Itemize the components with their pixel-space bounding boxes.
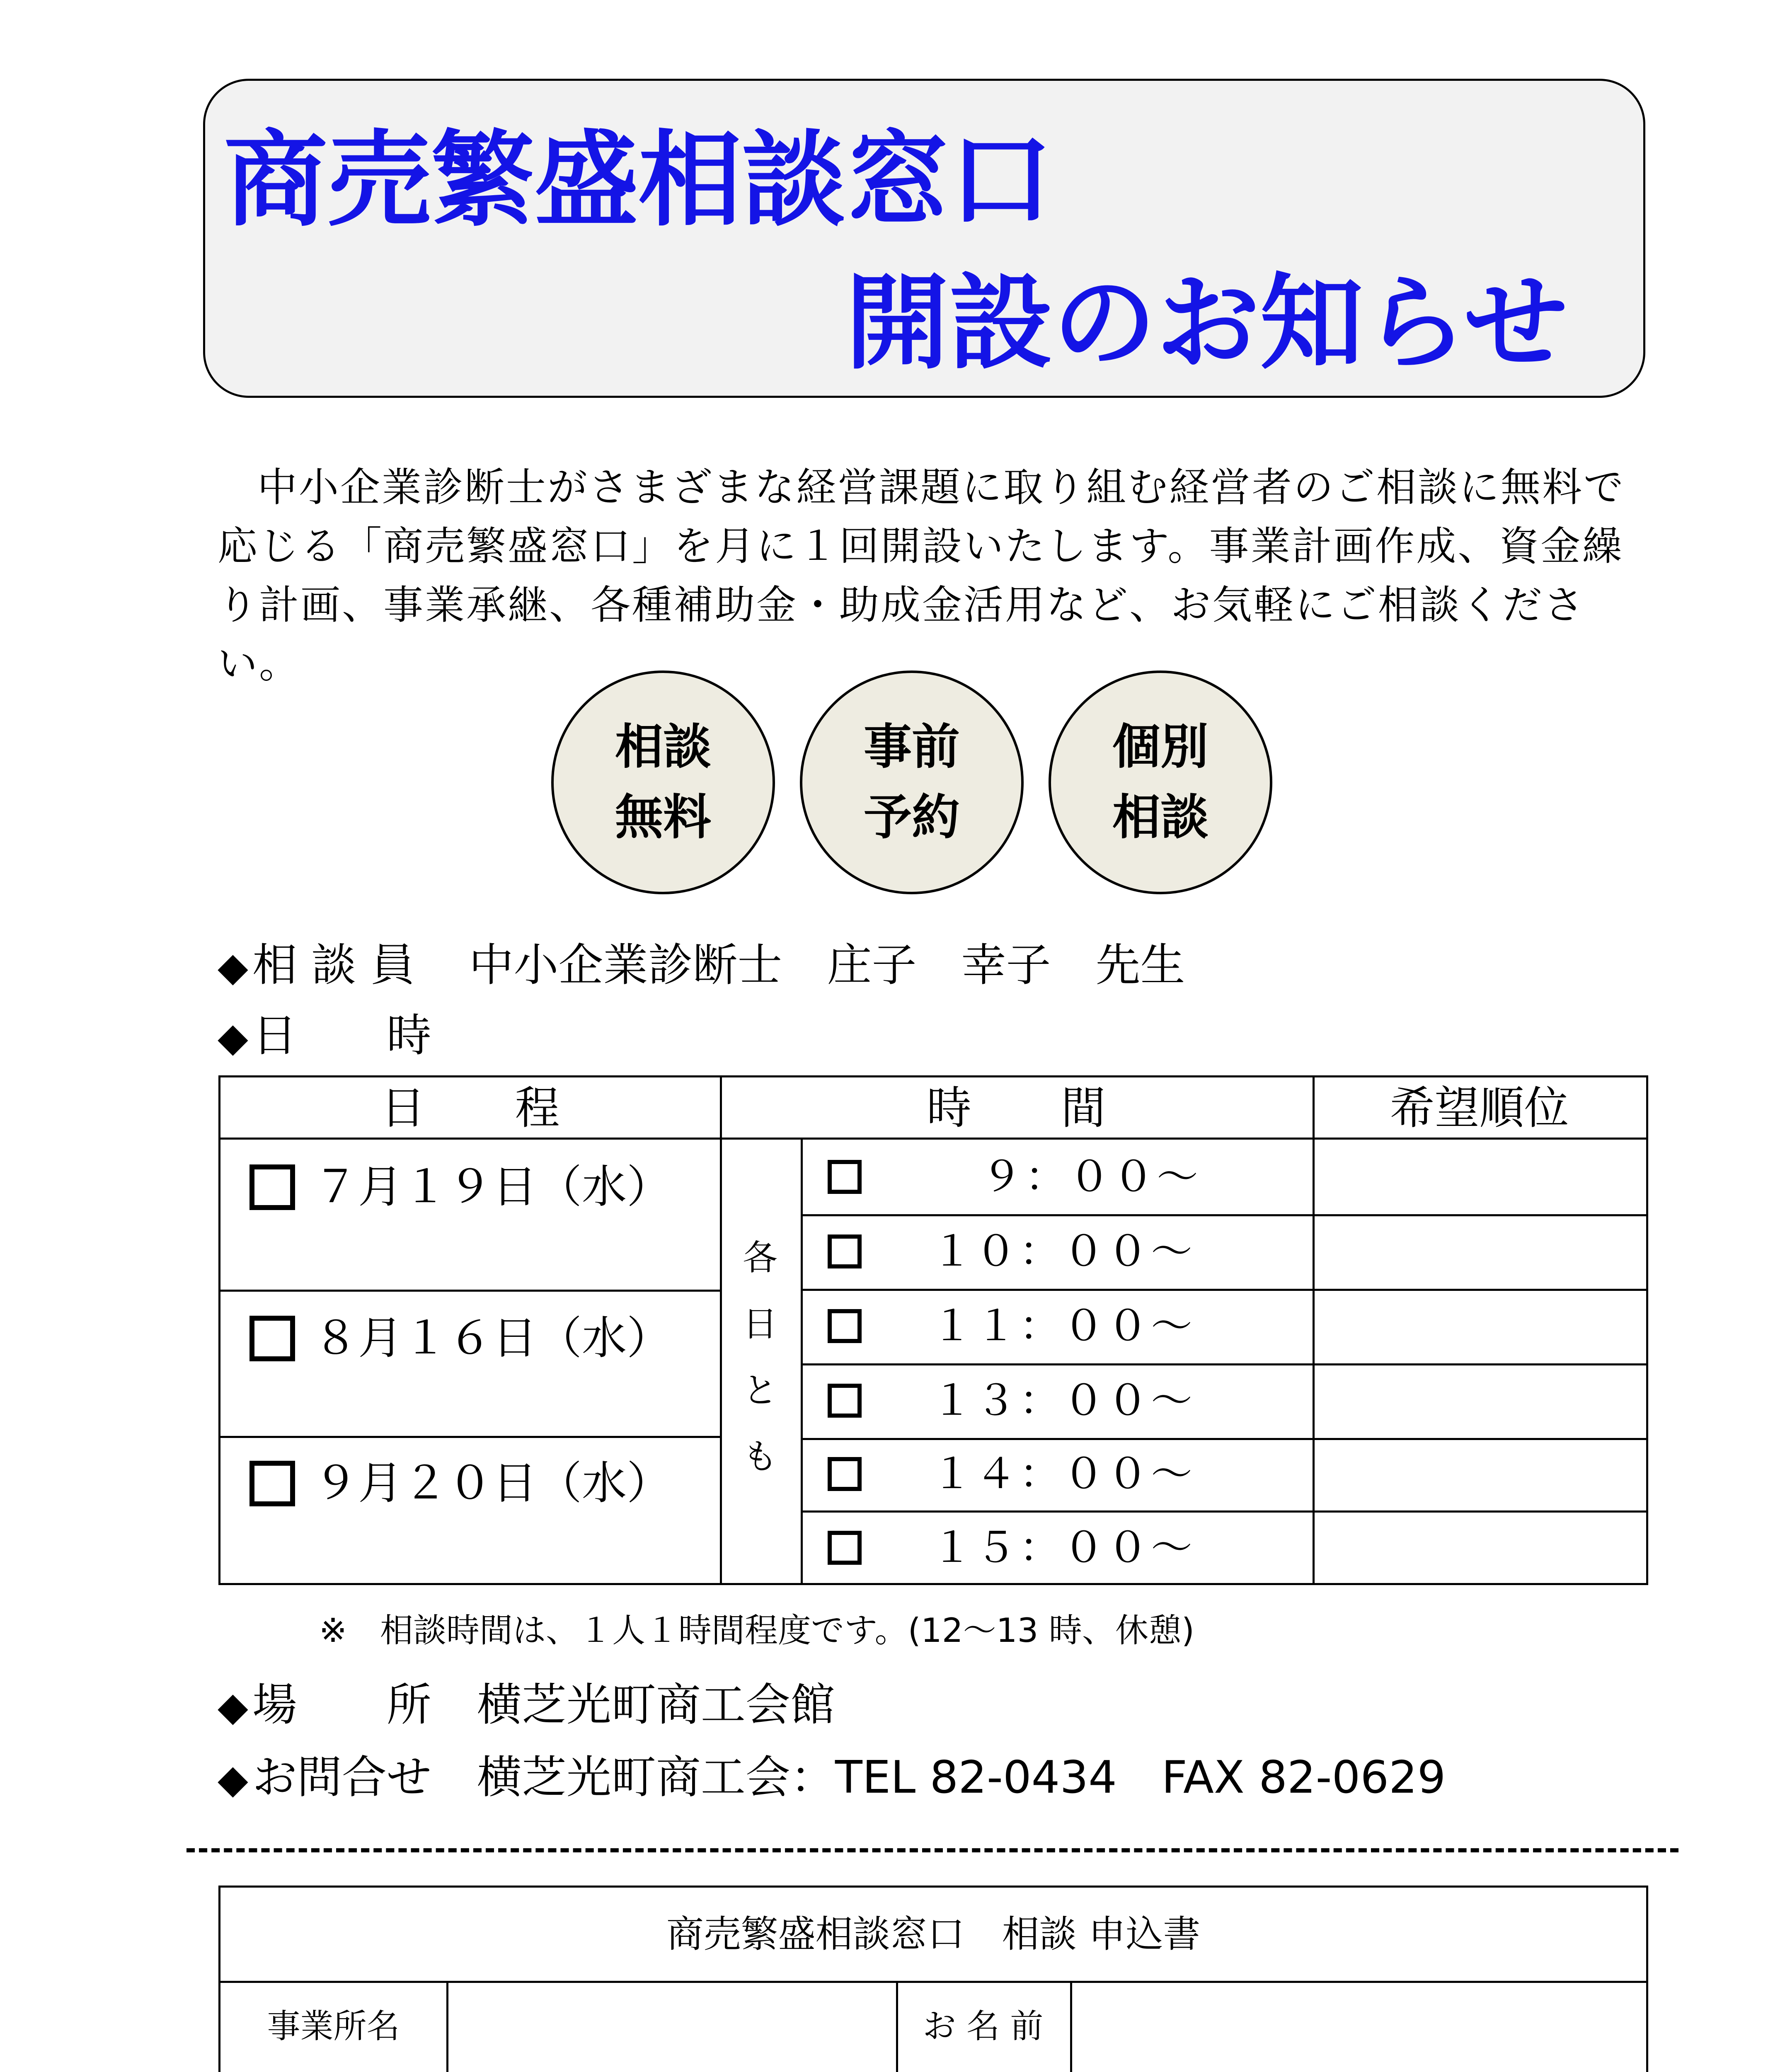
contact-line (218, 1747, 1446, 1810)
time-label: １５：００～ (931, 1523, 1195, 1572)
time-checkbox[interactable] (828, 1457, 862, 1491)
time-option[interactable] (828, 1443, 1304, 1505)
datetime-line (218, 1005, 431, 1068)
date-checkbox[interactable] (249, 1164, 295, 1210)
every-day-label: 各 日 と も (742, 1237, 777, 1477)
time-label: ９：００～ (981, 1152, 1201, 1201)
name-field[interactable] (1074, 1985, 1642, 2070)
page-title-line-1: 商売繁盛相談窓口 (224, 120, 1053, 240)
time-checkbox[interactable] (828, 1531, 862, 1565)
header-times: 時 間 (926, 1082, 1106, 1134)
contact-label: お問合せ (252, 1752, 431, 1803)
place-label: 場 所 (252, 1679, 431, 1731)
badge-line-1: 個別 (1112, 719, 1209, 775)
consultant-label: 相 談 員 (252, 939, 415, 991)
diamond-icon: ◆ (218, 944, 248, 990)
badge-free-consultation (551, 670, 775, 894)
time-label: １４：００～ (931, 1450, 1195, 1498)
application-form (218, 1886, 1648, 2072)
time-option[interactable] (828, 1146, 1304, 1208)
time-option[interactable] (828, 1295, 1304, 1357)
time-checkbox[interactable] (828, 1384, 862, 1418)
badge-reservation (800, 670, 1024, 894)
time-note: ※ 相談時間は、１人１時間程度です。(12～13 時、休憩) (319, 1611, 1195, 1650)
time-checkbox[interactable] (828, 1160, 862, 1194)
place-line (218, 1674, 835, 1738)
diamond-icon: ◆ (218, 1756, 248, 1802)
badge-line-2: 無料 (615, 789, 711, 845)
business-name-label: 事業所名 (267, 2007, 400, 2045)
contact-value: 横芝光町商工会：TEL 82-0434 FAX 82-0629 (477, 1752, 1446, 1803)
time-checkbox[interactable] (828, 1234, 862, 1268)
datetime-label: 日 時 (252, 1010, 431, 1062)
time-option[interactable] (828, 1220, 1304, 1283)
badge-line-1: 事前 (864, 719, 960, 775)
intro-paragraph: 中小企業診断士がさまざまな経営課題に取り組む経営者のご相談に無料で応じる「商売繁盛窓口」を月に１回開設いたします。事業計画作成、資金繰り計画、事業承継、各種補助金・助成金活用など、お気軽にご相談ください。 (218, 464, 1625, 687)
date-label: ８月１６日（水） (313, 1312, 672, 1364)
date-option[interactable] (249, 1442, 671, 1525)
name-label: お 名 前 (923, 2007, 1044, 2045)
time-option[interactable] (828, 1517, 1304, 1579)
time-label: １１：００～ (931, 1302, 1195, 1350)
schedule-table (218, 1075, 1648, 1585)
business-name-field[interactable] (450, 1985, 894, 2070)
date-option[interactable] (249, 1146, 671, 1229)
date-option[interactable] (249, 1297, 671, 1380)
page-title-line-2: 開設のお知らせ (845, 263, 1568, 383)
badge-line-2: 相談 (1112, 789, 1209, 845)
header-dates: 日 程 (380, 1082, 560, 1134)
header-priority: 希望順位 (1390, 1082, 1569, 1134)
badge-line-2: 予約 (864, 789, 960, 845)
diamond-icon: ◆ (218, 1683, 248, 1730)
consultant-line (218, 934, 1185, 998)
date-checkbox[interactable] (249, 1461, 295, 1506)
badge-line-1: 相談 (615, 719, 711, 775)
diamond-icon: ◆ (218, 1014, 248, 1060)
cut-line (186, 1848, 1678, 1852)
date-label: ９月２０日（水） (313, 1457, 672, 1509)
place-value: 横芝光町商工会館 (477, 1679, 835, 1731)
time-label: １０：００～ (931, 1227, 1195, 1276)
time-label: １３：００～ (931, 1376, 1195, 1425)
date-label: ７月１９日（水） (313, 1161, 672, 1213)
time-option[interactable] (828, 1370, 1304, 1432)
date-checkbox[interactable] (249, 1316, 295, 1361)
badge-individual (1049, 670, 1272, 894)
time-checkbox[interactable] (828, 1309, 862, 1343)
form-title: 商売繁盛相談窓口 相談 申込書 (666, 1912, 1201, 1956)
consultant-value: 中小企業診断士 庄子 幸子 先生 (469, 939, 1185, 991)
